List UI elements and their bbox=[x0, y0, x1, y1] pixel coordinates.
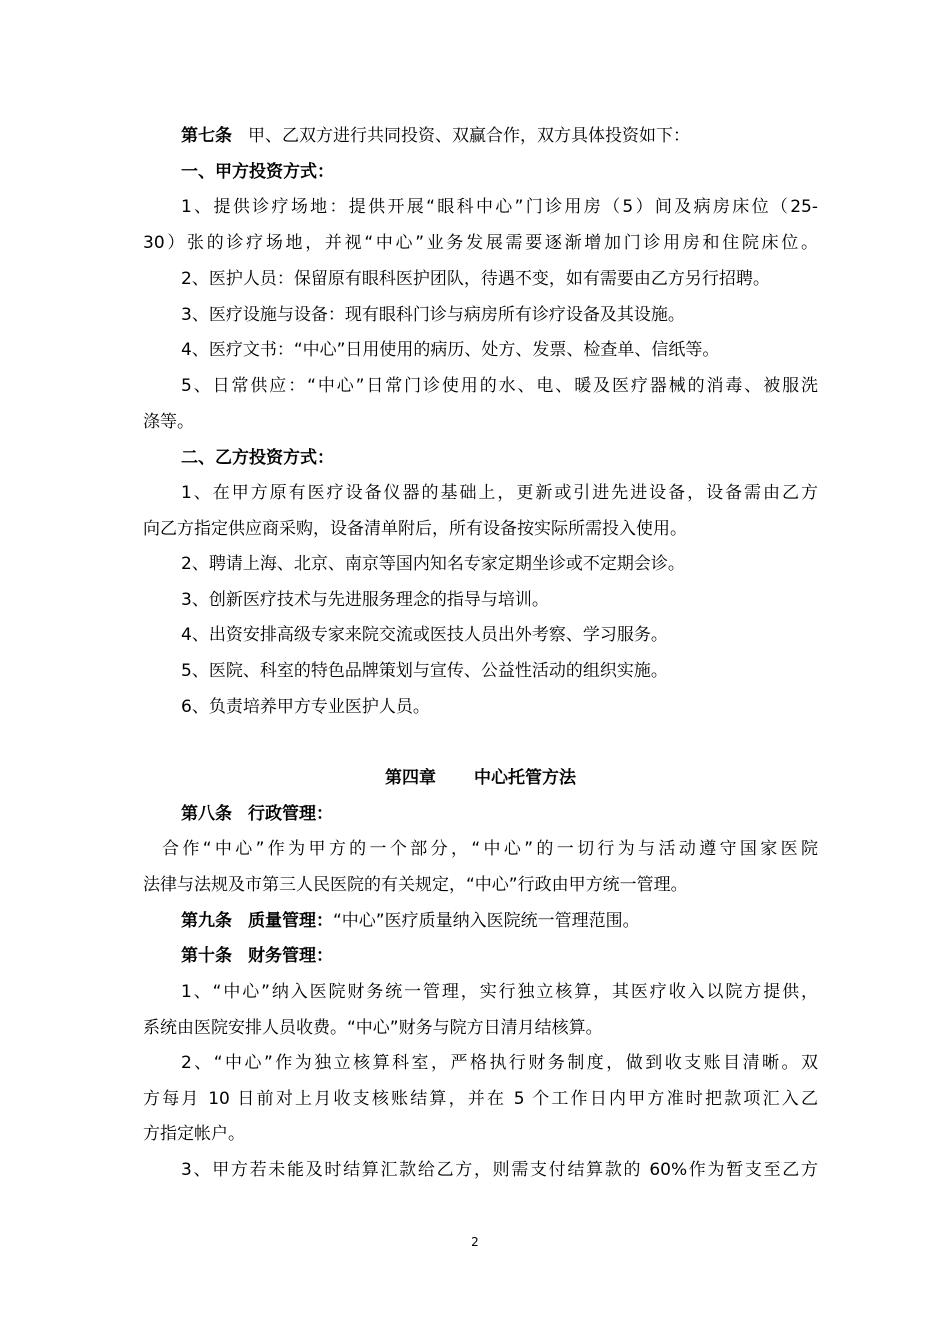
article-8-line-1: 合作“中心”作为甲方的一个部分，“中心”的一切行为与活动遵守国家医院 bbox=[162, 839, 818, 859]
article-10-label: 第十条 bbox=[181, 946, 232, 966]
article-8-label: 第八条 bbox=[181, 804, 232, 824]
article-8-line-2: 法律与法规及市第三人民医院的有关规定，“中心”行政由甲方统一管理。 bbox=[143, 875, 688, 895]
article-10-title: 财务管理： bbox=[248, 946, 333, 966]
party-b-item-1-line-2: 向乙方指定供应商采购，设备清单附后，所有设备按实际所需投入使用。 bbox=[143, 519, 687, 539]
article-10-item-2-line-3: 方指定帐户。 bbox=[143, 1124, 245, 1144]
chapter-title: 中心托管方法 bbox=[474, 768, 576, 788]
article-10-item-2-line-1: 2、“中心”作为独立核算科室，严格执行财务制度，做到收支账目清晰。双 bbox=[181, 1053, 818, 1073]
article-8-title: 行政管理： bbox=[248, 804, 333, 824]
party-b-item-1-line-1: 1、在甲方原有医疗设备仪器的基础上，更新或引进先进设备，设备需由乙方 bbox=[181, 483, 818, 503]
article-9-title: 质量管理： bbox=[248, 911, 333, 931]
party-a-item-3: 3、医疗设施与设备：现有眼科门诊与病房所有诊疗设备及其设施。 bbox=[181, 305, 685, 325]
party-a-item-5-line-2: 涤等。 bbox=[143, 412, 194, 432]
party-a-item-2: 2、医护人员：保留原有眼科医护团队，待遇不变，如有需要由乙方另行招聘。 bbox=[181, 269, 770, 289]
article-7-intro bbox=[181, 124, 818, 148]
party-a-heading: 一、甲方投资方式： bbox=[181, 162, 334, 182]
party-a-item-4: 4、医疗文书：“中心”日用使用的病历、处方、发票、检查单、信纸等。 bbox=[181, 340, 720, 360]
article-10-item-3-line-1: 3、甲方若未能及时结算汇款给乙方，则需支付结算款的 60%作为暂支至乙方 bbox=[181, 1160, 818, 1180]
party-a-item-1-line-2: 30）张的诊疗场地，并视“中心”业务发展需要逐渐增加门诊用房和住院床位。 bbox=[143, 233, 818, 253]
chapter-heading bbox=[143, 766, 818, 790]
party-b-item-3: 3、创新医疗技术与先进服务理念的指导与培训。 bbox=[181, 590, 549, 610]
party-b-item-6: 6、负责培养甲方专业医护人员。 bbox=[181, 697, 430, 717]
article-9 bbox=[181, 909, 818, 933]
party-b-heading: 二、乙方投资方式： bbox=[181, 448, 334, 468]
article-7-label: 第七条 bbox=[181, 126, 232, 146]
article-10-item-2-line-2: 方每月 10 日前对上月收支核账结算，并在 5 个工作日内甲方准时把款项汇入乙 bbox=[143, 1089, 818, 1109]
article-10-item-1-line-2: 系统由医院安排人员收费。“中心”财务与院方日清月结核算。 bbox=[143, 1018, 603, 1038]
party-a-item-1-line-1: 1、提供诊疗场地：提供开展“眼科中心”门诊用房（5）间及病房床位（25- bbox=[181, 197, 818, 217]
party-a-item-5-line-1: 5、日常供应：“中心”日常门诊使用的水、电、暖及医疗器械的消毒、被服洗 bbox=[181, 376, 818, 396]
party-b-item-2: 2、聘请上海、北京、南京等国内知名专家定期坐诊或不定期会诊。 bbox=[181, 554, 685, 574]
article-7-text: 甲、乙双方进行共同投资、双赢合作，双方具体投资如下： bbox=[248, 126, 690, 146]
article-9-label: 第九条 bbox=[181, 911, 232, 931]
party-b-item-4: 4、出资安排高级专家来院交流或医技人员出外考察、学习服务。 bbox=[181, 625, 668, 645]
article-8-heading bbox=[181, 802, 818, 826]
chapter-number: 第四章 bbox=[385, 768, 436, 788]
party-b-item-5: 5、医院、科室的特色品牌策划与宣传、公益性活动的组织实施。 bbox=[181, 661, 668, 681]
article-9-text: “中心”医疗质量纳入医院统一管理范围。 bbox=[333, 911, 640, 931]
page-number: 2 bbox=[471, 1235, 479, 1249]
article-10-heading bbox=[181, 944, 818, 968]
article-10-item-1-line-1: 1、“中心”纳入医院财务统一管理，实行独立核算，其医疗收入以院方提供， bbox=[181, 982, 818, 1002]
